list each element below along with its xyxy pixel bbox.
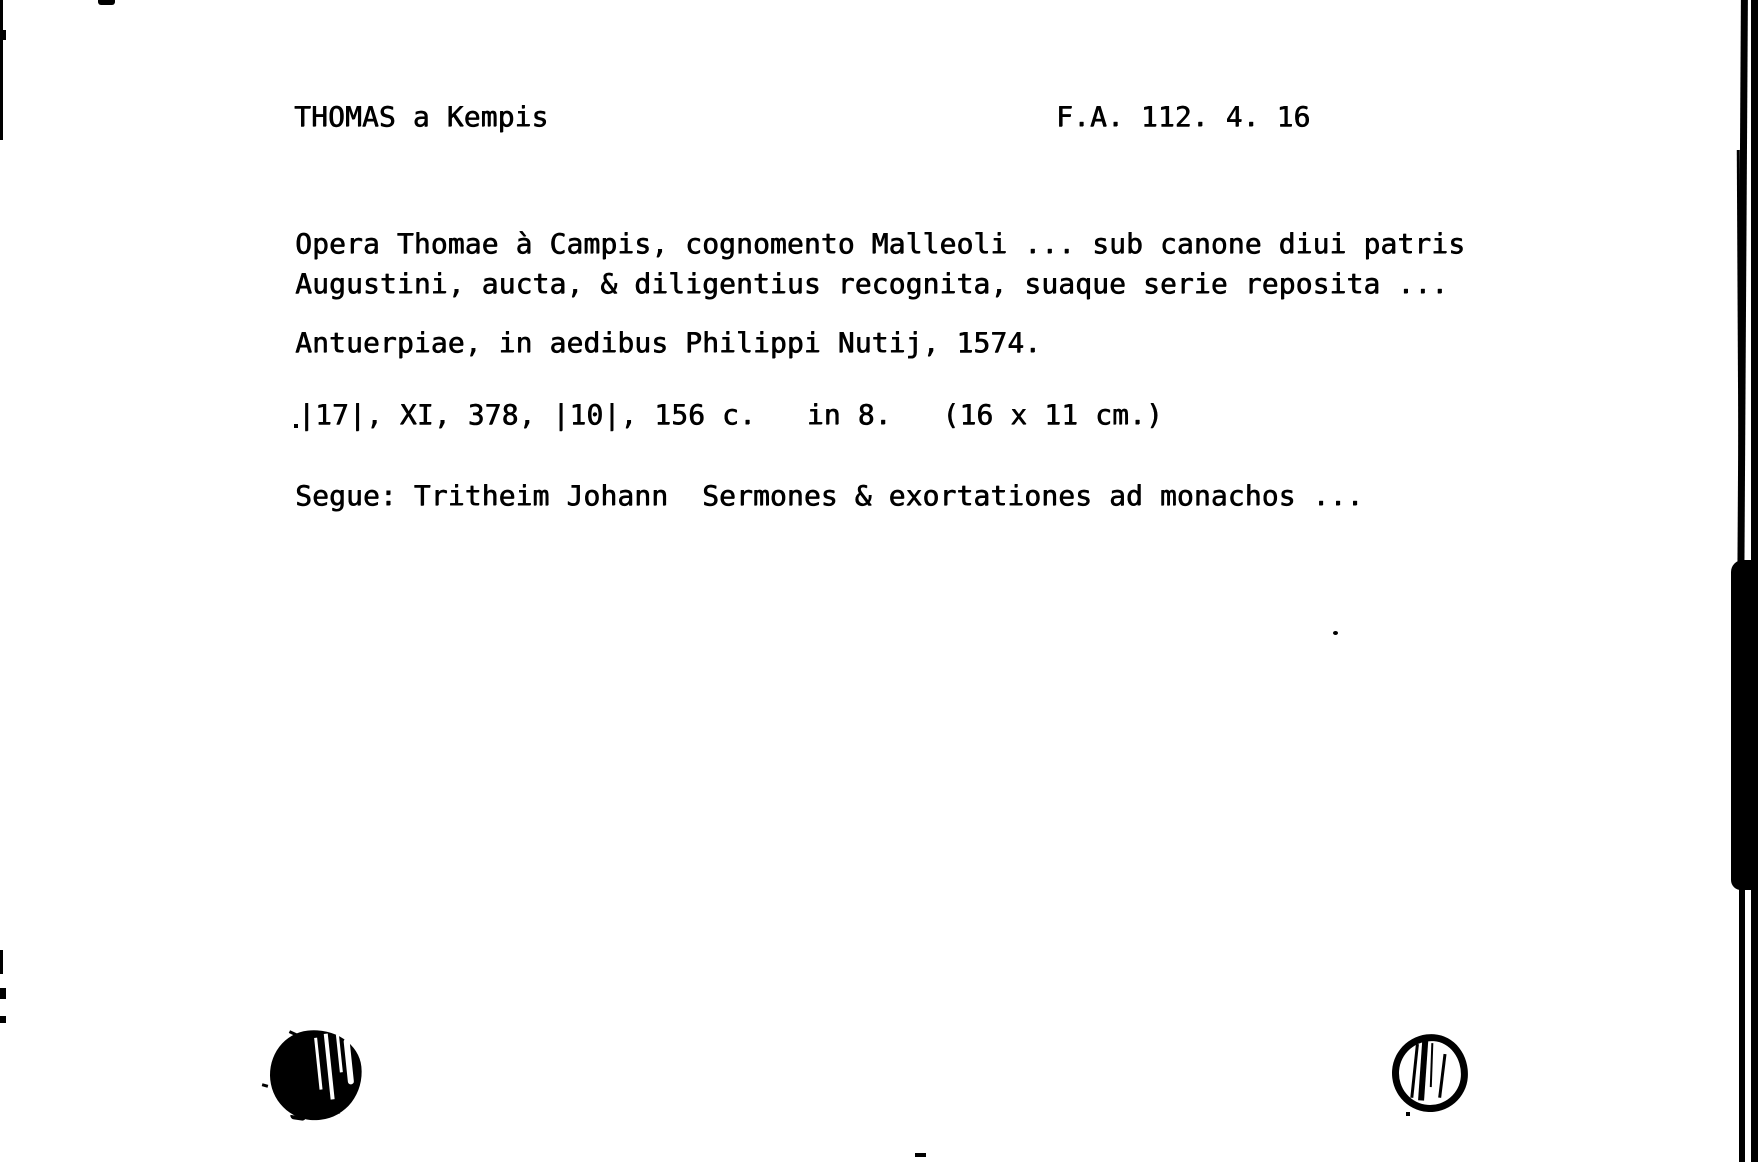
imprint-line: Antuerpiae, in aedibus Philippi Nutij, 1574.	[295, 326, 1042, 359]
punch-hole-filled-icon	[266, 1025, 367, 1124]
ink-speck	[1333, 631, 1338, 635]
title-line-2: Augustini, aucta, & diligentius recognita, suaque serie reposita ...	[295, 267, 1449, 300]
scan-edge-mark	[0, 1016, 6, 1023]
collation-line: |17|, XI, 378, |10|, 156 c. in 8. (16 x 11 cm.)	[298, 398, 1163, 431]
punch-hole-ring-icon	[1389, 1031, 1470, 1114]
scan-edge-mark	[1731, 560, 1758, 890]
scan-edge-mark	[1739, 880, 1745, 1162]
scan-edge-mark	[0, 988, 6, 999]
scan-edge-mark	[0, 950, 3, 974]
bound-with-line: Segue: Tritheim Johann Sermones & exortationes ad monachos ...	[295, 479, 1364, 512]
ink-speck	[1406, 1112, 1410, 1116]
scan-edge-mark	[0, 30, 6, 40]
scan-edge-mark	[98, 0, 115, 5]
title-line-1: Opera Thomae à Campis, cognomento Malleoli ... sub canone diui patris	[295, 227, 1466, 260]
scan-edge-mark	[0, 0, 3, 140]
ink-speck	[294, 424, 298, 428]
ink-speck	[290, 1115, 306, 1121]
ink-speck	[262, 1083, 269, 1087]
card-heading: THOMAS a Kempis	[294, 100, 549, 133]
call-number: F.A. 112. 4. 16	[1056, 100, 1311, 133]
ink-speck	[915, 1153, 926, 1157]
